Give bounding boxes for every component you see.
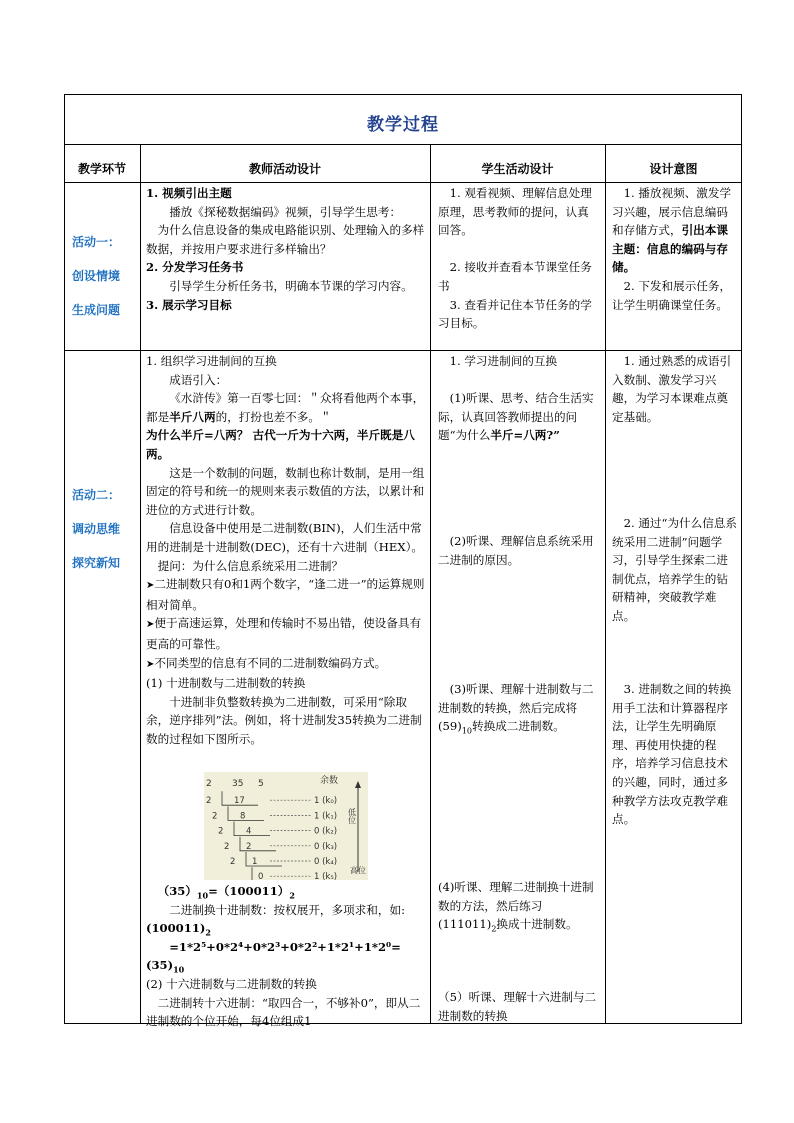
stage-line: 探究新知 — [72, 556, 121, 570]
paragraph: 1. 学习进制间的互换 — [449, 354, 558, 368]
paragraph: （5）听课、理解十六进制与二进制数的转换 — [438, 990, 597, 1023]
dividend-last: 5 — [258, 779, 264, 789]
activity2-student-2 — [438, 532, 600, 569]
text: 不同类型的信息有不同的二进制数编码方式。 — [154, 655, 387, 670]
text: 《水浒传》第一百零七回：＂众将看他两个本事，都是 — [146, 391, 425, 424]
text: =1*2⁵+0*2⁴+0*2³+0*2²+1*2¹+1*2⁰=(35) — [146, 939, 401, 973]
figure-header: 余数 — [320, 776, 339, 786]
paragraph: 1. 观看视频、理解信息处理原理，思考教师的提问，认真回答。 — [438, 186, 592, 238]
text: (3)听课、理解十进制数与二进制数的转换，然后完成将(59) — [438, 682, 594, 734]
paragraph — [438, 389, 600, 445]
stage-line: 创设情境 — [72, 269, 121, 283]
arrow-bullet-icon: ➤ — [146, 580, 155, 592]
paragraph — [438, 680, 600, 736]
column-divider — [430, 144, 431, 1024]
text: (100011) — [146, 921, 206, 936]
paragraph: 信息设备中使用是二进制数(BIN)，人们生活中常用的进制是十进制数(DEC)，还有十六进制（HEX）。 — [146, 521, 423, 554]
paragraph: 十进制非负整数转换为二进制数，可采用“除取余，逆序排列”法。例如，将十进制发35转换为二进制数的过程如下图所示。 — [146, 694, 422, 746]
step-divisor: 2 — [224, 841, 230, 852]
division-bracket — [228, 806, 264, 820]
activity2-student-3 — [438, 680, 600, 736]
section-heading: 3. 展示学习目标 — [146, 297, 232, 312]
step-quotient: 1 — [252, 857, 258, 867]
row-divider — [64, 350, 742, 351]
paragraph: 2. 下发和展示任务，让学生明确课堂任务。 — [612, 278, 732, 312]
paragraph: 2. 接收并查看本节课堂任务书 — [438, 260, 592, 293]
activity1-student — [438, 184, 600, 333]
step-divisor: 2 — [212, 811, 218, 822]
division-diagram — [204, 772, 368, 880]
text: 换成十进制数。 — [496, 917, 578, 932]
text: =（100011） — [208, 884, 290, 898]
header-student: 学生活动设计 — [481, 162, 554, 176]
step-divisor: 2 — [230, 857, 236, 867]
stage-line: 生成问题 — [72, 303, 121, 317]
divisor: 2 — [206, 779, 212, 789]
paragraph: 二进制换十进制数：按权展开，多项求和，如: — [169, 902, 405, 917]
activity2-stage — [72, 478, 120, 580]
step-remainder: 0 (k₂) — [314, 826, 338, 837]
activity2-teacher — [146, 352, 426, 748]
bullet-item — [146, 614, 426, 653]
page-title: 教学过程 — [367, 115, 439, 135]
activity1-teacher — [146, 184, 426, 314]
step-divisor: 2 — [218, 826, 224, 837]
stage-line: 活动一： — [72, 235, 121, 249]
paragraph: 2. 通过“为什么信息系统采用二进制”问题学习，引导学生探索二进制优点，培养学生的钻研精神，突破教学难点。 — [612, 516, 738, 623]
low-label: 低位 — [347, 808, 357, 824]
text: 便于高速运算，处理和传输时不易出错，使设备具有更高的可靠性。 — [146, 616, 422, 651]
paragraph: 为什么半斤=八两？ 古代一斤为十六两，半斤既是八两。 — [146, 428, 415, 461]
step-quotient: 0 — [258, 872, 264, 880]
paragraph: 1. 组织学习进制间的互换 — [146, 354, 277, 368]
step-quotient: 2 — [246, 841, 252, 852]
activity2-intent-3 — [612, 680, 738, 829]
bold-text: 半斤八两 — [169, 409, 216, 424]
text: 的，打扮也差不多。＂ — [215, 409, 332, 424]
text: 转换成二进制数。 — [472, 719, 565, 734]
activity1-stage — [72, 225, 120, 327]
paragraph — [612, 184, 738, 277]
paragraph: 提问：为什么信息系统采用二进制？ — [157, 558, 344, 573]
header-divider — [64, 182, 742, 183]
header-teacher: 教师活动设计 — [248, 162, 321, 176]
activity2-intent-2 — [612, 514, 738, 626]
section-heading: 1. 视频引出主题 — [146, 186, 232, 200]
paragraph: 3. 进制数之间的转换用手工法和计算器程序法，让学生先明确原理、再使用快捷的程序，培养学习信息技术的兴趣，同时，通过多种教学方法攻克教学难点。 — [612, 682, 732, 827]
activity2-student — [438, 352, 600, 445]
paragraph: 播放《探秘数据编码》视频，引导学生思考： — [169, 204, 402, 219]
paragraph: 1. 通过熟悉的成语引入数制、激发学习兴趣，为学习本课难点奠定基础。 — [612, 354, 732, 424]
activity2-intent — [612, 352, 738, 426]
text: （35） — [157, 884, 197, 898]
division-figure — [204, 772, 368, 880]
subscript: 2 — [289, 890, 295, 901]
subscript: 10 — [173, 964, 185, 975]
step-remainder: 1 (k₅) — [314, 872, 338, 880]
bold-text: 半斤=八两?” — [490, 428, 560, 443]
activity1-intent — [612, 184, 738, 314]
equation — [146, 938, 426, 975]
column-divider — [605, 144, 606, 1024]
subscript: 2 — [491, 924, 497, 934]
text: (1)听课、思考、结合生活实际，认真回答教师提出的问题“为什么 — [438, 391, 594, 443]
step-remainder: 0 (k₃) — [314, 841, 338, 852]
dividend: 35 — [232, 779, 244, 789]
activity2-student-5 — [438, 988, 600, 1025]
subscript: 10 — [461, 726, 472, 736]
arrow-bullet-icon: ➤ — [146, 658, 155, 670]
paragraph: 二进制转十六进制：“取四合一，不够补0”，即从二进制数的个位开始，每4位组成1 — [146, 995, 421, 1029]
equation — [146, 919, 426, 938]
step-quotient: 4 — [246, 826, 252, 837]
paragraph: 为什么信息设备的集成电路能识别、处理输入的多样数据，并按用户要求进行多样输出？ — [146, 223, 425, 256]
bold-text: 引出本课主题：信息的编码与存储。 — [612, 223, 728, 275]
paragraph — [438, 878, 600, 934]
header-intent: 设计意图 — [649, 162, 698, 176]
step-remainder: 0 (k₄) — [314, 857, 338, 867]
section-heading: 2. 分发学习任务书 — [146, 260, 244, 275]
text: 二进制数只有0和1两个数字，“逢二进一”的运算规则相对简单。 — [146, 577, 425, 612]
paragraph — [146, 389, 426, 426]
activity2-teacher-cont — [146, 882, 426, 1031]
paragraph: 3. 查看并记住本节任务的学习目标。 — [438, 297, 592, 331]
step-quotient: 8 — [240, 811, 246, 822]
text: (4)听课、理解二进制换十进制数的方法，然后练习(111011) — [438, 880, 594, 932]
result-line — [146, 882, 426, 901]
title-divider — [64, 144, 742, 145]
subscript: 10 — [196, 890, 209, 901]
bullet-item — [146, 654, 426, 675]
step-remainder: 1 (k₀) — [314, 796, 338, 807]
step-remainder: 1 (k₁) — [314, 811, 338, 822]
header-stage: 教学环节 — [77, 162, 126, 176]
paragraph: 这是一个数制的问题，数制也称计数制，是用一组固定的符号和统一的规则来表示数值的方法，以累计和进位的方式进行计数。 — [146, 465, 425, 517]
paragraph: 成语引入： — [169, 372, 228, 387]
bullet-item — [146, 575, 426, 614]
subsection-heading: (2) 十六进制数与二进制数的转换 — [146, 976, 317, 991]
text: 1. 播放视频、激发学习兴趣，展示信息编码和存储方式， — [612, 186, 732, 238]
arrow-bullet-icon: ➤ — [146, 619, 155, 631]
arrow-head-icon — [355, 781, 361, 788]
subscript: 2 — [205, 927, 211, 938]
division-bracket — [234, 822, 270, 836]
step-quotient: 17 — [234, 796, 245, 807]
subsection-heading: (1) 十进制数与二进制数的转换 — [146, 676, 306, 691]
stage-line: 活动二： — [72, 488, 121, 502]
stage-line: 调动思维 — [72, 522, 121, 536]
paragraph: 引导学生分析任务书，明确本节课的学习内容。 — [169, 278, 413, 293]
high-label: 高位 — [350, 866, 366, 875]
paragraph: (2)听课、理解信息系统采用二进制的原因。 — [438, 534, 594, 567]
step-divisor: 2 — [206, 796, 212, 807]
column-divider — [140, 144, 141, 1024]
activity2-student-4 — [438, 878, 600, 934]
